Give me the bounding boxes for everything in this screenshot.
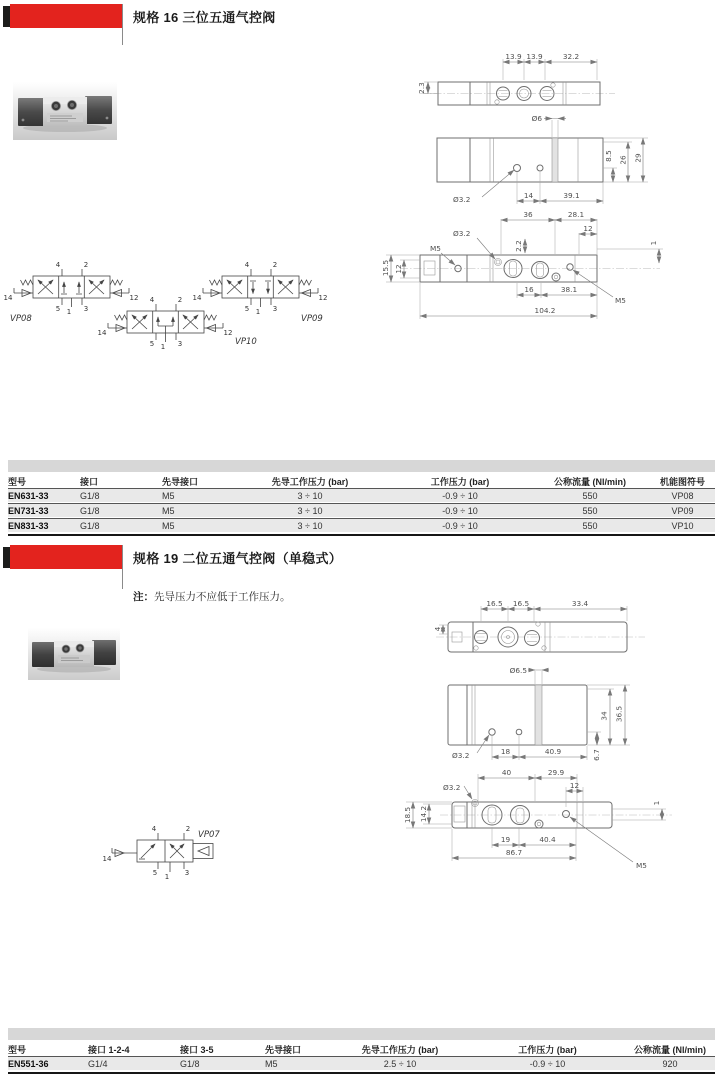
port-label: 4 [151,825,157,833]
pilot-label: 14 [97,329,107,337]
col-header: 先导接口 [265,1044,302,1055]
port-label: 2 [272,261,278,269]
cell: VP10 [671,520,694,531]
cell-model: EN551-36 [8,1058,49,1069]
col-header: 接口 [80,476,99,487]
table-top-band [8,1028,715,1040]
cell: 920 [662,1058,678,1069]
col-header: 型号 [8,476,27,487]
port-label: 1 [164,873,170,881]
table-row [8,488,715,503]
spec-table-size19 [8,1042,715,1074]
cell-model: EN831-33 [8,520,49,531]
port-label: 2 [177,296,183,304]
cell: -0.9 ÷ 10 [442,490,478,501]
cell: 550 [582,520,598,531]
thread-label: M5 [615,296,626,305]
dim-label: 39.1 [563,191,580,200]
col-header: 先导接口 [162,476,199,487]
pilot-label: 12 [318,294,328,302]
table-top-band [8,460,715,472]
cell: M5 [162,505,175,516]
dim-label: 36 [523,210,533,219]
symbol-code: VP08 [10,314,32,324]
dim-label: 2.3 [417,82,426,94]
drawing-s19-top-view [433,599,645,684]
cell: 3 ÷ 10 [297,505,323,516]
col-header: 先导工作压力 (bar) [271,476,349,487]
dim-label: 29 [633,153,643,163]
dim-label: 12 [583,224,593,233]
pilot-label: 12 [129,294,139,302]
symbol-code: VP07 [198,830,220,840]
dim-label: 18 [500,747,511,756]
dim-label: 34 [599,711,609,721]
table-row [8,503,715,518]
drawing-s19-front-view [448,685,630,761]
dim-label: 18.5 [403,806,412,824]
note-label: 注： [133,591,154,603]
cell: -0.9 ÷ 10 [529,1058,566,1069]
cell: 2.5 ÷ 10 [383,1058,417,1069]
cell: 3 ÷ 10 [297,490,323,501]
col-header: 公称流量 (Nl/min) [634,1044,706,1055]
pilot-label: 14 [3,294,13,302]
port-label: 4 [55,261,61,269]
dim-label: 8.5 [604,150,613,162]
dim-label: 33.4 [571,599,589,608]
cell: G1/8 [80,520,100,531]
col-header: 型号 [8,1044,27,1055]
dim-label: 26 [618,155,628,165]
cell: G1/8 [180,1058,200,1069]
dim-label: 1 [652,800,661,806]
dim-label: 12 [394,264,403,274]
dim-label: 19 [500,835,511,844]
symbol-code: VP10 [235,337,257,347]
circuit-symbol-vp07 [103,825,221,881]
dim-label: 13.9 [526,52,543,61]
port-label: 1 [160,343,166,351]
col-header: 工作压力 (bar) [430,476,490,487]
port-label: 3 [83,305,89,313]
dim-label: 86.7 [505,848,523,857]
cell: VP09 [671,505,694,516]
dim-label: 14 [523,191,534,200]
dim-label: 16.5 [486,599,503,608]
col-header: 先导工作压力 (bar) [361,1044,439,1055]
circuit-symbol-vp08 [4,261,139,324]
port-label: 1 [66,308,72,316]
circuit-symbol-vp09 [193,261,328,324]
drawing-s19-bottom-view [403,768,672,870]
circuit-symbol-vp10 [98,296,257,351]
dim-label: Ø6 [531,114,542,123]
cell: 3 ÷ 10 [297,520,323,531]
thread-label: M5 [636,861,647,870]
dim-label: Ø3.2 [453,229,471,238]
cell-model: EN631-33 [8,490,49,501]
thread-label: M5 [430,244,441,253]
dim-label: Ø3.2 [452,751,470,760]
dim-label: 12 [569,781,580,790]
dim-label: 40.9 [544,747,562,756]
dim-label: 6.7 [592,749,601,761]
dim-label: 13.9 [505,52,522,61]
cell: M5 [162,520,175,531]
pilot-label: 14 [102,855,112,863]
port-label: 3 [272,305,278,313]
col-header: 接口 3-5 [180,1044,214,1055]
dim-label: 15.5 [381,259,390,277]
dim-label: 16.5 [512,599,530,608]
port-label: 5 [152,869,158,877]
dim-label: Ø6.5 [509,666,527,675]
col-header: 接口 1-2-4 [88,1044,130,1055]
table-header-row [8,1042,715,1056]
cell: VP08 [671,490,694,501]
port-label: 2 [83,261,89,269]
dim-label: 29.9 [547,768,565,777]
port-label: 3 [184,869,190,877]
cell: G1/8 [80,505,100,516]
cell: G1/4 [88,1058,108,1069]
dim-label: 32.2 [562,52,580,61]
cell: M5 [162,490,175,501]
dim-label: 38.1 [560,285,578,294]
dim-label: 4 [433,626,442,632]
cell: -0.9 ÷ 10 [442,520,478,531]
table-header-row [8,474,715,488]
pilot-label: 12 [223,329,233,337]
dim-label: 28.1 [567,210,585,219]
dim-label: 1 [649,240,658,246]
dim-label: 40 [501,768,512,777]
dim-label: 16 [524,285,534,294]
spec-table-size16 [8,474,715,536]
drawing-s16-front-view [437,138,648,204]
col-header: 机能图符号 [659,476,705,487]
port-label: 2 [185,825,191,833]
port-label: 5 [55,305,61,313]
port-label: 5 [244,305,250,313]
section2-title: 规格 19 二位五通气控阀（单稳式） [133,551,343,566]
table-row [8,518,715,533]
dim-label: 104.2 [534,306,556,315]
dim-label: 40.4 [539,835,556,844]
cell-model: EN731-33 [8,505,49,516]
dim-label: Ø3.2 [453,195,471,204]
port-label: 1 [255,308,261,316]
cell: 550 [582,505,598,516]
cell: M5 [265,1058,278,1069]
cell: -0.9 ÷ 10 [442,505,478,516]
table-row [8,1056,715,1071]
dim-label: Ø3.2 [443,783,461,792]
col-header: 公称流量 (Nl/min) [554,476,626,487]
dim-label: 2.2 [514,240,523,252]
port-label: 4 [244,261,250,269]
section1-title: 规格 16 三位五通气控阀 [133,10,276,25]
pilot-label: 14 [192,294,202,302]
port-label: 3 [177,340,183,348]
dim-label: 14.2 [419,805,428,823]
col-header: 工作压力 (bar) [518,1044,577,1055]
cell: G1/8 [80,490,100,501]
drawing-s16-bottom-view [381,210,663,319]
drawing-s16-top-view [417,52,615,137]
note-text: 先导压力不应低于工作压力。 [154,591,291,603]
port-label: 4 [149,296,155,304]
symbol-code: VP09 [301,314,323,324]
port-label: 5 [149,340,155,348]
dim-label: 36.5 [614,705,624,723]
cell: 550 [582,490,598,501]
